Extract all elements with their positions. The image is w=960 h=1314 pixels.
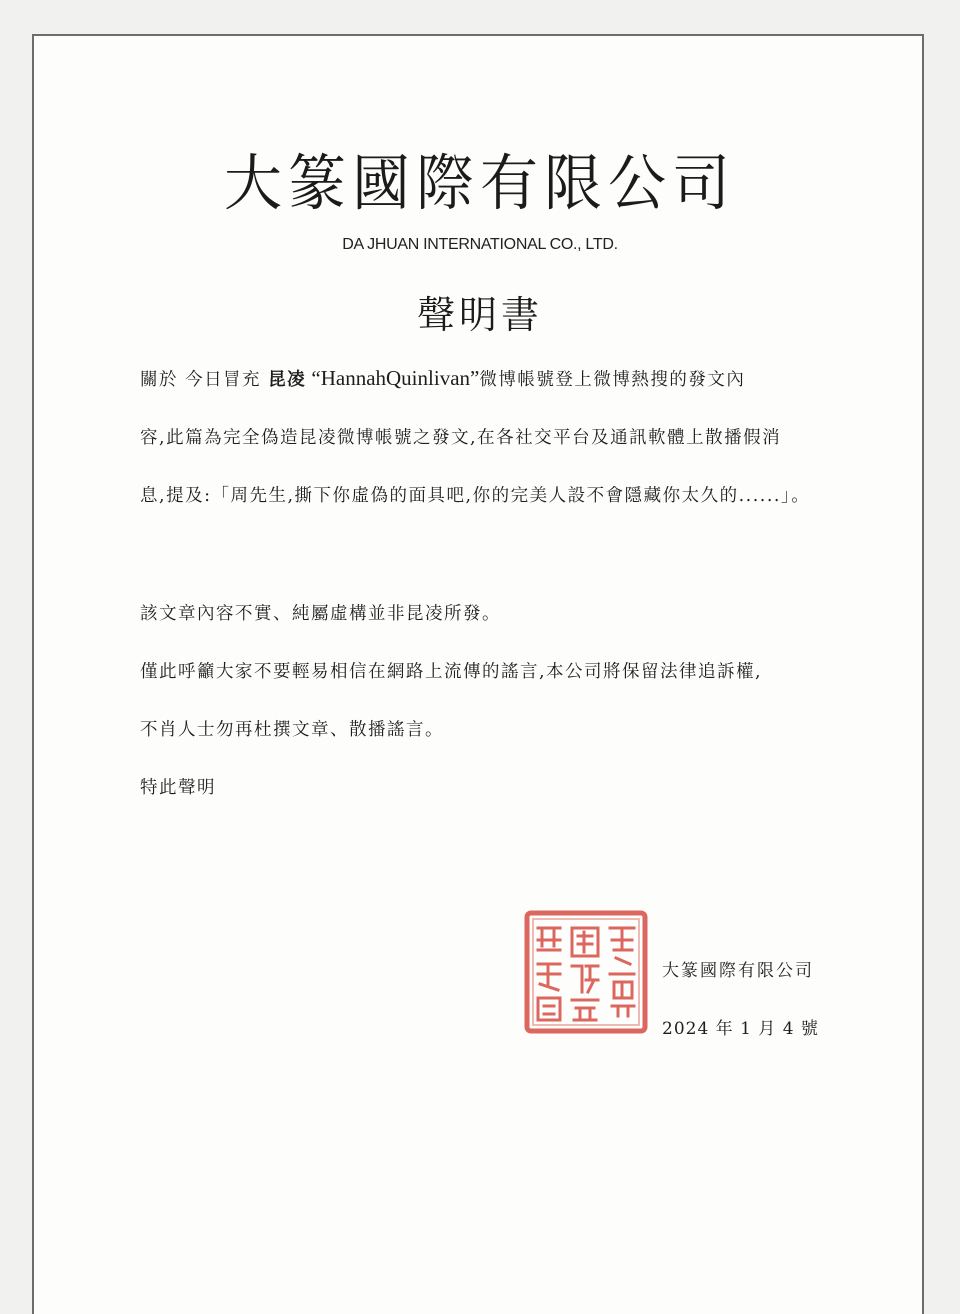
p1-prefix: 關於 今日冒充 xyxy=(140,370,269,390)
signing-company: 大篆國際有限公司 xyxy=(662,961,814,981)
paragraph-3-line-1: 僅此呼籲大家不要輕易相信在網路上流傳的謠言,本公司將保留法律追訴權, xyxy=(140,662,763,682)
company-name-chinese: 大篆國際有限公司 xyxy=(223,147,736,219)
closing-phrase: 特此聲明 xyxy=(140,778,216,798)
signing-date: 2024 年 1 月 4 號 xyxy=(662,1019,819,1039)
statement-paragraph-2 xyxy=(140,600,820,832)
document-page xyxy=(32,34,924,1314)
person-name: 昆凌 xyxy=(268,370,307,390)
account-name: “HannahQuinlivan” xyxy=(306,366,480,390)
paragraph-1-line-3: 息,提及:「周先生,撕下你虛偽的面具吧,你的完美人設不會隱藏你太久的......」。 xyxy=(140,486,811,506)
paragraph-1-line-1 xyxy=(140,366,820,424)
paragraph-3-line-2: 不肖人士勿再杜撰文章、散播謠言。 xyxy=(140,720,444,740)
p1-suffix: 微博帳號登上微博熱搜的發文內 xyxy=(479,370,746,390)
document-title: 聲明書 xyxy=(416,293,543,337)
paragraph-2-line-1: 該文章內容不實、純屬虛構並非昆凌所發。 xyxy=(140,604,501,624)
paragraph-1-line-2: 容,此篇為完全偽造昆凌微博帳號之發文,在各社交平台及通訊軟體上散播假消 xyxy=(140,428,782,448)
company-seal-stamp xyxy=(524,910,648,1034)
company-name-english: DA JHUAN INTERNATIONAL CO., LTD. xyxy=(342,236,618,253)
statement-paragraph-1 xyxy=(140,366,820,540)
